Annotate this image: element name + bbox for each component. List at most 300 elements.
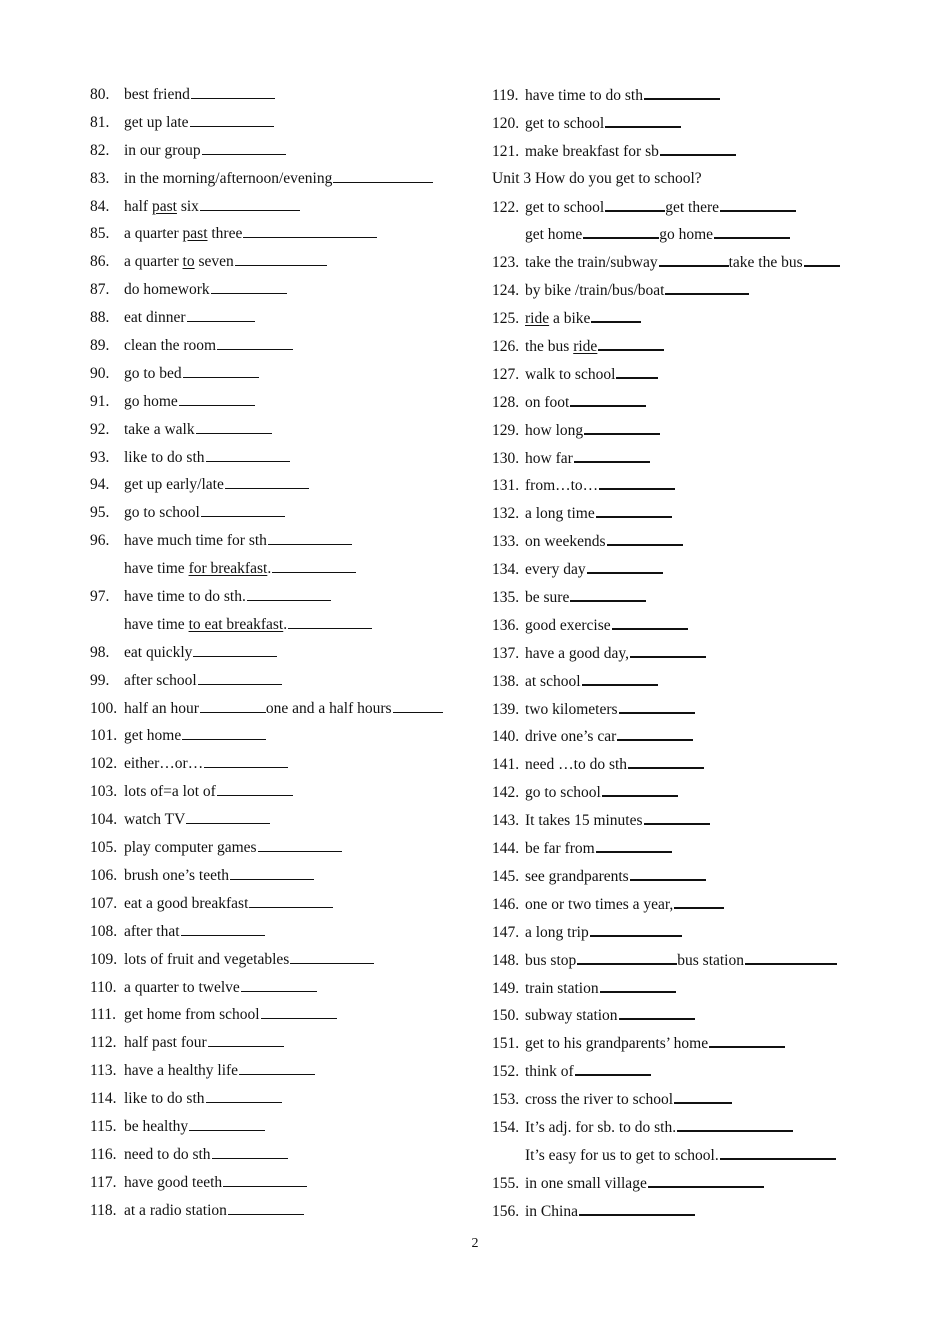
phrase-text: in the morning/afternoon/evening (124, 169, 333, 187)
item-number: 105. (90, 839, 118, 857)
answer-blank[interactable] (644, 84, 720, 100)
item-number: 84. (90, 197, 110, 215)
phrase-text: It takes 15 minutes (525, 812, 643, 830)
item-number: 107. (90, 894, 118, 912)
item-number: 83. (90, 169, 110, 187)
phrase-text: get to school (525, 198, 605, 216)
list-item (90, 977, 470, 1005)
answer-blank[interactable] (602, 781, 678, 797)
phrase-text: see grandparents (525, 867, 629, 885)
list-item (492, 753, 892, 781)
list-item (492, 223, 892, 251)
phrase-text: . (283, 615, 288, 633)
phrase-text: train station (525, 979, 599, 997)
phrase-text: on weekends (525, 533, 606, 551)
answer-blank[interactable] (239, 1060, 315, 1075)
list-item (90, 725, 470, 753)
phrase-text: half an hour (124, 699, 199, 717)
phrase-text: six (176, 197, 199, 215)
list-item (492, 1144, 892, 1172)
phrase-text: the bus (525, 338, 574, 356)
answer-blank[interactable] (598, 335, 664, 351)
list-item (90, 279, 470, 307)
answer-blank[interactable] (186, 809, 270, 824)
list-item (90, 753, 470, 781)
item-number: 137. (492, 644, 520, 662)
phrase-text: have time (124, 615, 189, 633)
underlined-word: past (151, 197, 177, 215)
list-item (492, 391, 892, 419)
answer-blank[interactable] (249, 893, 333, 908)
item-number: 103. (90, 783, 118, 801)
item-number: 150. (492, 1007, 520, 1025)
item-number: 146. (492, 895, 520, 913)
answer-blank[interactable] (179, 391, 255, 406)
phrase-text: a quarter (124, 225, 183, 243)
list-item (90, 1032, 470, 1060)
phrase-text: every day (525, 561, 586, 579)
answer-blank[interactable] (261, 1004, 337, 1019)
item-number: 87. (90, 281, 110, 299)
answer-blank[interactable] (582, 670, 658, 686)
answer-blank[interactable] (596, 502, 672, 518)
item-number: 91. (90, 392, 110, 410)
answer-blank[interactable] (596, 837, 672, 853)
list-item (492, 949, 892, 977)
underlined-word: past (182, 225, 208, 243)
phrase-text: best friend (124, 86, 190, 103)
phrase-text: take the train/subway (525, 254, 658, 272)
list-item (492, 447, 892, 475)
list-item (90, 140, 470, 168)
item-number: 112. (90, 1034, 117, 1052)
list-item (90, 586, 470, 614)
answer-blank[interactable] (628, 753, 704, 769)
list-item (492, 837, 892, 865)
phrase-text: take a walk (124, 420, 195, 438)
list-item (90, 335, 470, 363)
item-number: 104. (90, 811, 118, 829)
unit-heading: Unit 3 How do you get to school? (492, 169, 702, 187)
item-number: 120. (492, 114, 520, 132)
list-item (90, 614, 470, 642)
phrase-text: go to bed (124, 364, 182, 382)
answer-blank[interactable] (583, 223, 659, 239)
item-number: 100. (90, 699, 118, 717)
item-number: 80. (90, 86, 110, 103)
list-item (492, 279, 892, 307)
answer-blank[interactable] (619, 1004, 695, 1020)
answer-blank[interactable] (183, 363, 259, 378)
answer-blank[interactable] (579, 1200, 695, 1216)
answer-blank[interactable] (570, 586, 646, 602)
list-item (492, 670, 892, 698)
list-item (492, 1032, 892, 1060)
list-item (492, 530, 892, 558)
item-number: 147. (492, 923, 520, 941)
item-number: 130. (492, 449, 520, 467)
phrase-text: half (124, 197, 152, 215)
phrase-text: need to do sth (124, 1145, 211, 1163)
phrase-text: get home from school (124, 1006, 260, 1024)
list-item (90, 307, 470, 335)
item-number: 88. (90, 309, 110, 327)
answer-blank[interactable] (288, 614, 372, 629)
answer-blank[interactable] (206, 1088, 282, 1103)
answer-blank[interactable] (241, 977, 317, 992)
phrase-text: from…to… (525, 477, 599, 495)
answer-blank[interactable] (607, 530, 683, 546)
answer-blank[interactable] (619, 698, 695, 714)
answer-blank[interactable] (204, 753, 288, 768)
item-number: 148. (492, 951, 520, 969)
answer-blank[interactable] (187, 307, 255, 322)
item-number: 114. (90, 1090, 117, 1108)
answer-blank[interactable] (630, 865, 706, 881)
item-number: 106. (90, 866, 118, 884)
item-number: 122. (492, 198, 520, 216)
answer-blank[interactable] (200, 698, 266, 713)
phrase-text: subway station (525, 1007, 618, 1025)
list-item (90, 474, 470, 502)
item-number: 153. (492, 1091, 520, 1109)
list-item (492, 781, 892, 809)
answer-blank[interactable] (587, 558, 663, 574)
item-number: 149. (492, 979, 520, 997)
answer-blank[interactable] (189, 1116, 265, 1131)
item-number: 132. (492, 505, 520, 523)
phrase-text: like to do sth (124, 1090, 205, 1108)
phrase-text: go to school (124, 504, 200, 522)
answer-blank[interactable] (677, 1116, 793, 1132)
item-number: 142. (492, 784, 520, 802)
underlined-word: to (182, 253, 195, 271)
answer-blank[interactable] (191, 84, 275, 99)
phrase-text: in our group (124, 141, 201, 159)
phrase-text: seven (194, 253, 234, 271)
phrase-text: drive one’s car (525, 728, 617, 746)
answer-blank[interactable] (575, 1060, 651, 1076)
list-item (90, 502, 470, 530)
item-number: 111. (90, 1006, 116, 1024)
item-number: 115. (90, 1117, 117, 1135)
list-item (492, 168, 892, 196)
answer-blank[interactable] (202, 140, 286, 155)
phrase-text: three (207, 225, 243, 243)
phrase-text: a long time (525, 505, 595, 523)
answer-blank[interactable] (591, 307, 641, 323)
list-item (492, 921, 892, 949)
list-item (90, 1004, 470, 1032)
phrase-text: like to do sth (124, 448, 205, 466)
answer-blank[interactable] (211, 279, 287, 294)
answer-blank[interactable] (290, 949, 374, 964)
item-number: 97. (90, 588, 110, 606)
phrase-text: go home (124, 392, 178, 410)
list-item (492, 1060, 892, 1088)
answer-blank[interactable] (612, 614, 688, 630)
answer-blank[interactable] (674, 893, 724, 909)
answer-blank[interactable] (193, 642, 277, 657)
item-number: 108. (90, 922, 118, 940)
phrase-text: have a good day, (525, 644, 630, 662)
item-number: 155. (492, 1174, 520, 1192)
phrase-text: how far (525, 449, 573, 467)
phrase-text: bus station (677, 951, 744, 969)
list-item (90, 530, 470, 558)
answer-blank[interactable] (208, 1032, 284, 1047)
list-item (492, 642, 892, 670)
answer-blank[interactable] (616, 363, 658, 379)
list-item (492, 977, 892, 1005)
phrase-text: on foot (525, 393, 570, 411)
phrase-text: get up early/late (124, 476, 224, 494)
answer-blank[interactable] (200, 196, 300, 211)
phrase-text: good exercise (525, 616, 611, 634)
phrase-text: one and a half hours (265, 699, 392, 717)
item-number: 117. (90, 1173, 117, 1191)
list-item (90, 921, 470, 949)
item-number: 138. (492, 672, 520, 690)
answer-blank[interactable] (247, 586, 331, 601)
phrase-text: in China (525, 1202, 578, 1220)
answer-blank[interactable] (268, 530, 352, 545)
answer-blank[interactable] (393, 698, 443, 713)
item-number: 81. (90, 113, 110, 131)
answer-blank[interactable] (190, 112, 274, 127)
answer-blank[interactable] (590, 921, 682, 937)
answer-blank[interactable] (665, 279, 749, 295)
answer-blank[interactable] (225, 474, 309, 489)
list-item (90, 84, 470, 112)
list-item (492, 809, 892, 837)
phrase-text: be far from (525, 840, 595, 858)
item-number: 151. (492, 1035, 520, 1053)
list-item (90, 223, 470, 251)
item-number: 123. (492, 254, 520, 272)
item-number: 95. (90, 504, 110, 522)
item-number: 101. (90, 727, 118, 745)
phrase-text: a quarter (124, 253, 183, 271)
list-item (492, 363, 892, 391)
phrase-text: two kilometers (525, 700, 618, 718)
item-number: 140. (492, 728, 520, 746)
list-item (90, 112, 470, 140)
answer-blank[interactable] (720, 1144, 836, 1160)
answer-blank[interactable] (206, 447, 290, 462)
item-number: 86. (90, 253, 110, 271)
item-number: 124. (492, 282, 520, 300)
list-item (492, 893, 892, 921)
list-item (90, 1060, 470, 1088)
list-item (492, 865, 892, 893)
phrase-text: get up late (124, 113, 189, 131)
item-number: 127. (492, 365, 520, 383)
phrase-text: in one small village (525, 1174, 647, 1192)
list-item (90, 1116, 470, 1144)
phrase-text: lots of=a lot of (124, 783, 216, 801)
phrase-text: think of (525, 1063, 574, 1081)
list-item (90, 419, 470, 447)
list-item (90, 642, 470, 670)
list-item (90, 809, 470, 837)
phrase-text: get to his grandparents’ home (525, 1035, 709, 1053)
phrase-text: half past four (124, 1034, 207, 1052)
list-item (492, 614, 892, 642)
answer-blank[interactable] (600, 977, 676, 993)
answer-blank[interactable] (272, 558, 356, 573)
answer-blank[interactable] (223, 1172, 307, 1187)
answer-blank[interactable] (617, 725, 693, 741)
phrase-text: watch TV (124, 811, 186, 829)
right-column (492, 84, 892, 1228)
answer-blank[interactable] (720, 196, 796, 212)
answer-blank[interactable] (584, 419, 660, 435)
phrase-text: make breakfast for sb (525, 142, 659, 160)
item-number: 98. (90, 643, 110, 661)
list-item (492, 1116, 892, 1144)
answer-blank[interactable] (674, 1088, 732, 1104)
list-item (492, 1088, 892, 1116)
answer-blank[interactable] (605, 196, 665, 212)
phrase-text: It’s adj. for sb. to do sth. (525, 1118, 677, 1136)
phrase-text: a bike (549, 310, 591, 328)
answer-blank[interactable] (196, 419, 272, 434)
item-number: 96. (90, 532, 110, 550)
answer-blank[interactable] (660, 140, 736, 156)
list-item (90, 781, 470, 809)
item-number: 144. (492, 840, 520, 858)
answer-blank[interactable] (333, 168, 433, 183)
phrase-text: get to school (525, 114, 605, 132)
answer-blank[interactable] (258, 837, 342, 852)
item-number: 85. (90, 225, 110, 243)
answer-blank[interactable] (714, 223, 790, 239)
item-number: 136. (492, 616, 520, 634)
answer-blank[interactable] (217, 335, 293, 350)
list-item (492, 307, 892, 335)
phrase-text: have a healthy life (124, 1062, 239, 1080)
item-number: 92. (90, 420, 110, 438)
phrase-text: one or two times a year, (525, 895, 674, 913)
answer-blank[interactable] (182, 725, 266, 740)
phrase-text: after that (124, 922, 180, 940)
item-number: 90. (90, 364, 110, 382)
answer-blank[interactable] (644, 809, 710, 825)
list-item (90, 670, 470, 698)
answer-blank[interactable] (217, 781, 293, 796)
answer-blank[interactable] (745, 949, 837, 965)
phrase-text: a long trip (525, 923, 589, 941)
answer-blank[interactable] (198, 670, 282, 685)
item-number: 113. (90, 1062, 117, 1080)
answer-blank[interactable] (181, 921, 265, 936)
phrase-text: . (267, 560, 272, 578)
item-number: 139. (492, 700, 520, 718)
phrase-text: brush one’s teeth (124, 866, 230, 884)
answer-blank[interactable] (243, 223, 377, 238)
item-number: 109. (90, 950, 118, 968)
answer-blank[interactable] (709, 1032, 785, 1048)
item-number: 102. (90, 755, 118, 773)
list-item (90, 865, 470, 893)
answer-blank[interactable] (605, 112, 681, 128)
answer-blank[interactable] (577, 949, 677, 965)
phrase-text: at school (525, 672, 581, 690)
item-number: 145. (492, 867, 520, 885)
list-item (90, 893, 470, 921)
list-item (492, 1200, 892, 1228)
list-item (90, 251, 470, 279)
list-item (492, 196, 892, 224)
underlined-word: ride (525, 310, 550, 328)
list-item (492, 419, 892, 447)
list-item (492, 1172, 892, 1200)
phrase-text: have time (124, 560, 189, 578)
answer-blank[interactable] (228, 1200, 304, 1215)
phrase-text: have time to do sth. (124, 588, 246, 606)
item-number: 135. (492, 589, 520, 607)
item-number: 152. (492, 1063, 520, 1081)
phrase-text: either…or… (124, 755, 204, 773)
phrase-text: be healthy (124, 1117, 189, 1135)
item-number: 126. (492, 338, 520, 356)
list-item (90, 558, 470, 586)
list-item (90, 1088, 470, 1116)
answer-blank[interactable] (659, 251, 729, 267)
item-number: 141. (492, 756, 520, 774)
phrase-text: cross the river to school (525, 1091, 674, 1109)
phrase-text: by bike /train/bus/boat (525, 282, 665, 300)
item-number: 129. (492, 421, 520, 439)
left-column (90, 84, 470, 1228)
answer-blank[interactable] (630, 642, 706, 658)
item-number: 156. (492, 1202, 520, 1220)
item-number: 110. (90, 978, 117, 996)
list-item (90, 447, 470, 475)
phrase-text: a quarter to twelve (124, 978, 240, 996)
phrase-text: play computer games (124, 839, 257, 857)
answer-blank[interactable] (648, 1172, 764, 1188)
phrase-text: go home (659, 226, 714, 244)
phrase-text: eat a good breakfast (124, 894, 249, 912)
list-item (492, 725, 892, 753)
underlined-word: for breakfast (188, 560, 268, 578)
phrase-text: have time to do sth (525, 87, 643, 104)
list-item (492, 586, 892, 614)
answer-blank[interactable] (230, 865, 314, 880)
underlined-word: ride (573, 338, 598, 356)
answer-blank[interactable] (804, 251, 840, 267)
list-item (492, 502, 892, 530)
item-number: 128. (492, 393, 520, 411)
answer-blank[interactable] (570, 391, 646, 407)
answer-blank[interactable] (201, 502, 285, 517)
page-number: 2 (471, 1236, 479, 1251)
answer-blank[interactable] (212, 1144, 288, 1159)
list-item (492, 84, 892, 112)
phrase-text: at a radio station (124, 1201, 227, 1219)
item-number: 89. (90, 337, 110, 355)
phrase-text: have good teeth (124, 1173, 223, 1191)
answer-blank[interactable] (235, 251, 327, 266)
answer-blank[interactable] (574, 447, 650, 463)
answer-blank[interactable] (599, 474, 675, 490)
item-number: 118. (90, 1201, 117, 1219)
item-number: 143. (492, 812, 520, 830)
phrase-text: eat quickly (124, 643, 193, 661)
phrase-text: how long (525, 421, 584, 439)
